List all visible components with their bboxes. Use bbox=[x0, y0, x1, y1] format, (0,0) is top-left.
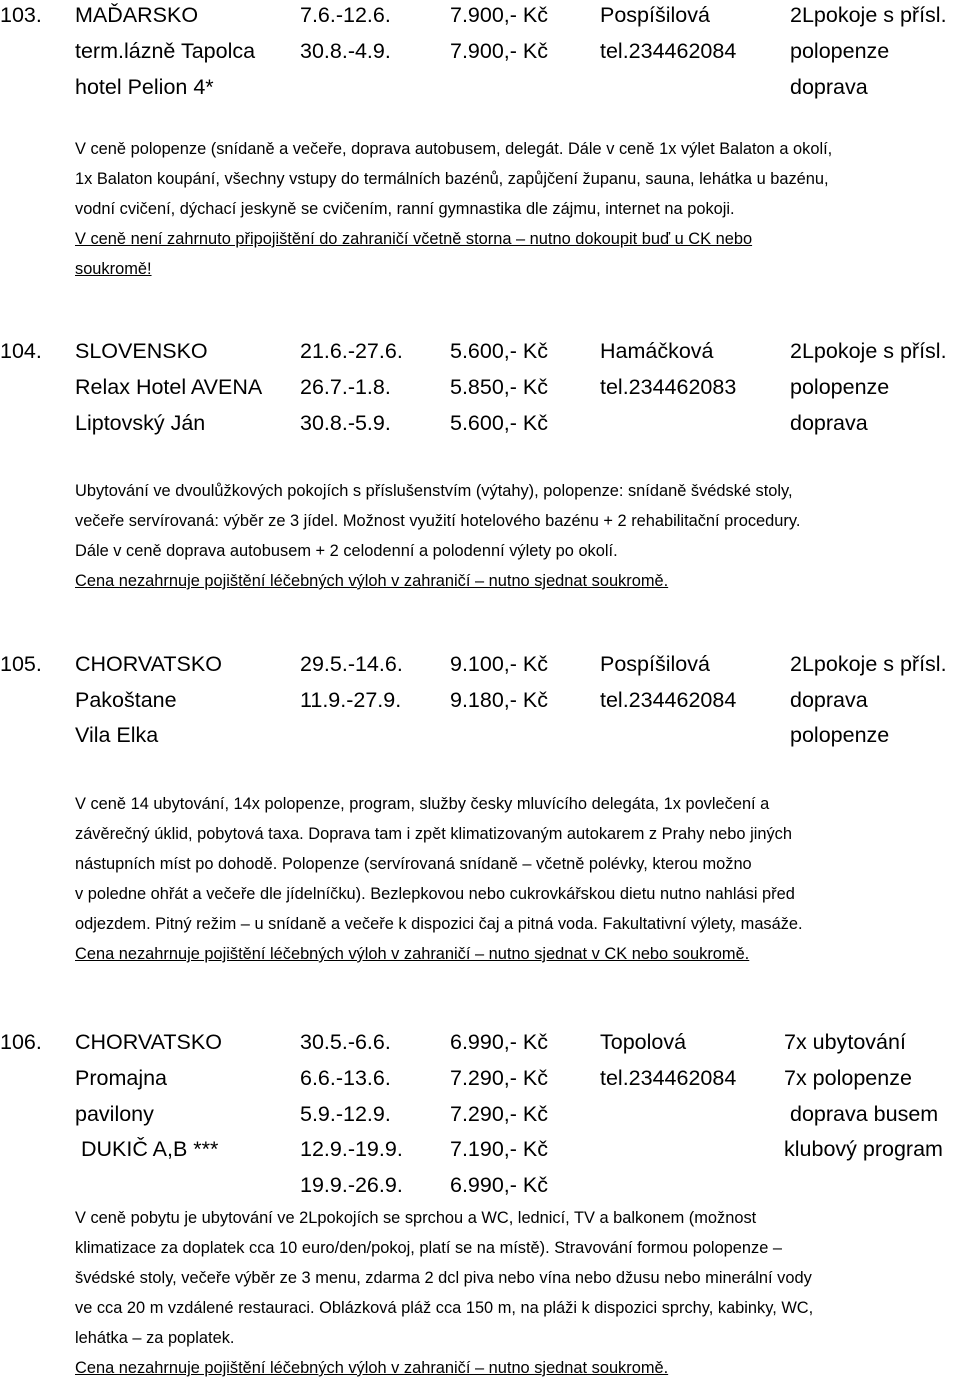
offer-header-row bbox=[0, 1060, 960, 1096]
offer-number: 104. bbox=[0, 339, 42, 363]
price: 7.290,- Kč bbox=[450, 1066, 548, 1090]
description-line: lehátka – za poplatek. bbox=[75, 1329, 235, 1347]
offer-header-row bbox=[0, 33, 960, 69]
insurance-note: V ceně není zahrnuto připojištění do zahraničí včetně storna – nutno dokoupit buď u CK nebo bbox=[75, 230, 753, 248]
insurance-note: Cena nezahrnuje pojištění léčebných výloh v zahraničí – nutno sjednat soukromě. bbox=[75, 572, 669, 590]
offer-header-row bbox=[0, 717, 960, 753]
date-range: 19.9.-26.9. bbox=[300, 1173, 403, 1197]
contact-person: Pospíšilová bbox=[600, 652, 710, 676]
offer-description bbox=[75, 476, 955, 596]
offer-header-row bbox=[0, 1167, 960, 1203]
offer-header-row bbox=[0, 1131, 960, 1167]
price: 5.850,- Kč bbox=[450, 375, 548, 399]
destination: CHORVATSKO bbox=[75, 1030, 222, 1054]
town-name: Liptovský Ján bbox=[75, 411, 206, 435]
description-line: V ceně pobytu je ubytování ve 2Lpokojích se sprchou a WC, lednicí, TV a balkonem (možnost bbox=[75, 1209, 757, 1227]
price: 6.990,- Kč bbox=[450, 1030, 548, 1054]
insurance-note: Cena nezahrnuje pojištění léčebných výloh v zahraničí – nutno sjednat soukromě. bbox=[75, 1359, 669, 1377]
description-line: Dále v ceně doprava autobusem + 2 celodenní a polodenní výlety po okolí. bbox=[75, 542, 618, 560]
contact-phone: tel.234462084 bbox=[600, 1066, 737, 1090]
insurance-note: soukromě! bbox=[75, 260, 152, 278]
date-range: 26.7.-1.8. bbox=[300, 375, 391, 399]
description-line: závěrečný úklid, pobytová taxa. Doprava tam i zpět klimatizovaným autokarem z Prahy nebo jiných bbox=[75, 825, 792, 843]
price: 7.900,- Kč bbox=[450, 39, 548, 63]
price: 6.990,- Kč bbox=[450, 1173, 548, 1197]
destination: SLOVENSKO bbox=[75, 339, 208, 363]
offer-description bbox=[75, 1203, 955, 1383]
hotel-name: Relax Hotel AVENA bbox=[75, 375, 263, 399]
date-range: 11.9.-27.9. bbox=[300, 688, 402, 712]
destination: MAĎARSKO bbox=[75, 3, 199, 27]
hotel-name: DUKIČ A,B *** bbox=[81, 1137, 219, 1161]
town-name: Promajna bbox=[75, 1066, 168, 1090]
date-range: 30.8.-4.9. bbox=[300, 39, 391, 63]
date-range: 21.6.-27.6. bbox=[300, 339, 403, 363]
contact-phone: tel.234462084 bbox=[600, 688, 737, 712]
date-range: 12.9.-19.9. bbox=[300, 1137, 403, 1161]
date-range: 7.6.-12.6. bbox=[300, 3, 391, 27]
spa-location: term.lázně Tapolca bbox=[75, 39, 256, 63]
service-info: polopenze bbox=[790, 39, 890, 63]
date-range: 6.6.-13.6. bbox=[300, 1066, 391, 1090]
description-line: V ceně 14 ubytování, 14x polopenze, program, služby česky mluvícího delegáta, 1x povlečení a bbox=[75, 795, 770, 813]
date-range: 30.8.-5.9. bbox=[300, 411, 391, 435]
description-line: 1x Balaton koupání, všechny vstupy do termálních bazénů, zapůjčení županu, sauna, lehátka u bazénu, bbox=[75, 170, 829, 188]
offer-number: 103. bbox=[0, 3, 42, 27]
date-range: 5.9.-12.9. bbox=[300, 1102, 391, 1126]
description-line: nástupních míst po dohodě. Polopenze (servírovaná snídaně – včetně polévky, kterou možno bbox=[75, 855, 752, 873]
service-info: polopenze bbox=[790, 723, 890, 747]
contact-person: Pospíšilová bbox=[600, 3, 710, 27]
offer-number: 106. bbox=[0, 1030, 42, 1054]
description-line: klimatizace za doplatek cca 10 euro/den/pokoj, platí se na místě). Stravování formou polopenze – bbox=[75, 1239, 783, 1257]
contact-phone: tel.234462084 bbox=[600, 39, 737, 63]
offer-header-row bbox=[0, 405, 960, 441]
service-info: 2Lpokoje s přísl. bbox=[790, 3, 947, 27]
insurance-note: Cena nezahrnuje pojištění léčebných výloh v zahraničí – nutno sjednat v CK nebo soukromě. bbox=[75, 945, 750, 963]
offer-number: 105. bbox=[0, 652, 42, 676]
description-line: v poledne ohřát a večeře dle jídelníčku). Bezlepkovou nebo cukrovkářskou dietu nutno nahlási před bbox=[75, 885, 795, 903]
service-info: doprava bbox=[790, 75, 868, 99]
service-info: 2Lpokoje s přísl. bbox=[790, 652, 947, 676]
description-line: švédské stoly, večeře výběr ze 3 menu, zdarma 2 dcl piva nebo vína nebo džusu nebo minerální vody bbox=[75, 1269, 812, 1287]
service-info: doprava bbox=[790, 688, 868, 712]
offer-header-row bbox=[0, 0, 960, 33]
price: 5.600,- Kč bbox=[450, 411, 548, 435]
offer-header-row bbox=[0, 1096, 960, 1132]
service-info: 7x ubytování bbox=[784, 1030, 906, 1054]
offer-header-row bbox=[0, 646, 960, 682]
offer-description bbox=[75, 789, 955, 969]
price: 7.290,- Kč bbox=[450, 1102, 548, 1126]
offer-header-row bbox=[0, 1024, 960, 1060]
destination: CHORVATSKO bbox=[75, 652, 222, 676]
service-info: 7x polopenze bbox=[784, 1066, 912, 1090]
contact-phone: tel.234462083 bbox=[600, 375, 737, 399]
description-line: ve cca 20 m vzdálené restauraci. Oblázková pláž cca 150 m, na pláži k dispozici sprchy, kabinky, WC, bbox=[75, 1299, 814, 1317]
offer-header-row bbox=[0, 333, 960, 369]
service-info: polopenze bbox=[790, 375, 890, 399]
service-info: 2Lpokoje s přísl. bbox=[790, 339, 947, 363]
date-range: 30.5.-6.6. bbox=[300, 1030, 391, 1054]
description-line: Ubytování ve dvoulůžkových pokojích s příslušenstvím (výtahy), polopenze: snídaně švédské stoly, bbox=[75, 482, 793, 500]
hotel-name: Vila Elka bbox=[75, 723, 159, 747]
date-range: 29.5.-14.6. bbox=[300, 652, 403, 676]
price: 9.100,- Kč bbox=[450, 652, 548, 676]
service-info: doprava busem bbox=[790, 1102, 939, 1126]
accommodation-type: pavilony bbox=[75, 1102, 154, 1126]
service-info: doprava bbox=[790, 411, 868, 435]
offer-description bbox=[75, 134, 955, 284]
description-line: odjezdem. Pitný režim – u snídaně a večeře k dispozici čaj a pitná voda. Fakultativní výlety, masáže. bbox=[75, 915, 803, 933]
contact-person: Hamáčková bbox=[600, 339, 714, 363]
description-line: V ceně polopenze (snídaně a večeře, doprava autobusem, delegát. Dále v ceně 1x výlet Balaton a okolí, bbox=[75, 140, 833, 158]
price: 9.180,- Kč bbox=[450, 688, 548, 712]
offer-header-row bbox=[0, 369, 960, 405]
hotel-name: hotel Pelion 4* bbox=[75, 75, 214, 99]
price: 5.600,- Kč bbox=[450, 339, 548, 363]
price: 7.900,- Kč bbox=[450, 3, 548, 27]
contact-person: Topolová bbox=[600, 1030, 687, 1054]
service-info: klubový program bbox=[784, 1137, 943, 1161]
description-line: večeře servírovaná: výběr ze 3 jídel. Možnost využití hotelového bazénu + 2 rehabilitační procedury. bbox=[75, 512, 801, 530]
offer-header-row bbox=[0, 682, 960, 718]
town-name: Pakoštane bbox=[75, 688, 177, 712]
offer-header-row bbox=[0, 69, 960, 105]
price: 7.190,- Kč bbox=[450, 1137, 548, 1161]
description-line: vodní cvičení, dýchací jeskyně se cvičením, ranní gymnastika dle zájmu, internet na pokoji. bbox=[75, 200, 735, 218]
